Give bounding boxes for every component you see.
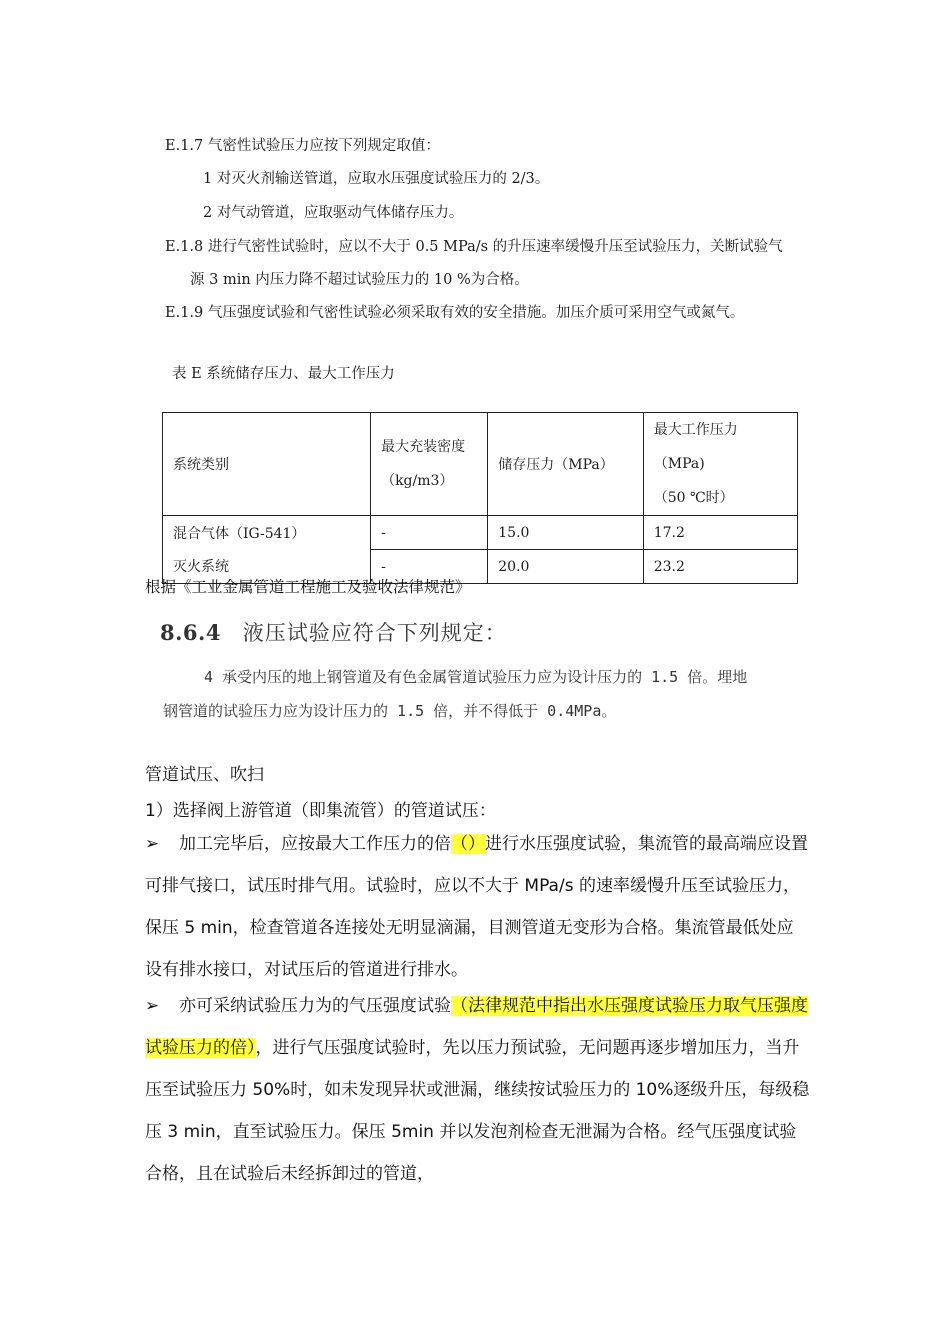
cell-max-work: 17.2	[643, 516, 797, 550]
pressure-table	[162, 412, 798, 584]
cell-max-work: 23.2	[643, 550, 797, 584]
cell-system-type: 混合气体（IG-541）	[163, 516, 371, 550]
clause-864-title: 液压试验应符合下列规定：	[242, 621, 507, 645]
p1-highlight: （）	[451, 834, 485, 854]
clause-864-item4-line1: 4 承受内压的地上钢管道及有色金属管道试验压力应为设计压力的 1.5 倍。埋地	[204, 668, 748, 686]
clause-e17-title: E.1.7 气密性试验压力应按下列规定取值：	[165, 138, 440, 154]
header-max-work-pressure	[643, 413, 797, 516]
bullet-arrow-icon: ➢	[145, 834, 160, 854]
sub-heading: 1）选择阀上游管道（即集流管）的管道试压：	[145, 801, 496, 821]
table-caption: 表 E 系统储存压力、最大工作压力	[172, 366, 395, 382]
header-max-work-pressure-line2: （50 ℃时）	[653, 490, 734, 506]
clause-864-heading	[160, 617, 507, 647]
p1-text-after: 进行水压强度试验，集流管的最高端应设置可排气接口，试压时排气用。试验时，应以不大于 MPa/s 的速率缓慢升压至试验压力，保压 5 min，检查管道各连接处无明显滴漏，目测管道无变形为合格。集流管最低处应设有排水接口，对试压后的管道进行排水。	[145, 834, 808, 980]
clause-e19: E.1.9 气压强度试验和气密性试验必须采取有效的安全措施。加压介质可采用空气或氮气。	[165, 305, 745, 321]
header-max-fill-density	[371, 413, 488, 516]
table-row	[163, 516, 798, 550]
header-system-type: 系统类别	[163, 413, 371, 516]
bullet-arrow-icon: ➢	[145, 996, 160, 1016]
clause-864-item4-line2: 钢管道的试验压力应为设计压力的 1.5 倍，并不得低于 0.4MPa。	[163, 702, 617, 720]
paragraph-hydro-test	[145, 823, 810, 991]
cell-system-type: 灭火系统	[163, 550, 371, 584]
header-max-fill-density-line2: （kg/m3）	[381, 473, 454, 489]
header-max-work-pressure-line1: 最大工作压力（MPa)	[653, 422, 738, 472]
table-header-row	[163, 413, 798, 516]
p1-text-before: 加工完毕后，应按最大工作压力的倍	[179, 834, 451, 854]
p2-text-after: ，进行气压强度试验时，先以压力预试验，无问题再逐步增加压力，当升压至试验压力 50%时，如未发现异状或泄漏，继续按试验压力的 10%逐级升压，每级稳压 3 min，直至试验压力。保压 5min 并以发泡剂检查无泄漏为合格。经气压强度试验合格，且在试验后未经拆卸过的管道，	[145, 1038, 810, 1184]
cell-storage: 15.0	[488, 516, 643, 550]
clause-e17-item2: 2 对气动管道，应取驱动气体储存压力。	[203, 205, 464, 221]
section-heading: 管道试压、吹扫	[145, 765, 264, 785]
cell-storage: 20.0	[488, 550, 643, 584]
paragraph-pneumatic-test	[145, 985, 810, 1195]
basis-line: 根据《工业金属管道工程施工及验收法律规范》	[145, 578, 471, 596]
header-storage-pressure: 储存压力（MPa）	[488, 413, 643, 516]
clause-864-number: 8.6.4	[160, 620, 221, 645]
p2-text-before: 亦可采纳试验压力为的气压强度试验	[179, 996, 451, 1016]
header-max-fill-density-line1: 最大充装密度	[381, 439, 466, 455]
cell-density: -	[371, 550, 488, 584]
clause-e18-line2: 源 3 min 内压力降不超过试验压力的 10 %为合格。	[190, 272, 529, 288]
clause-e18-line1: E.1.8 进行气密性试验时，应以不大于 0.5 MPa/s 的升压速率缓慢升压至试验压力，关断试验气	[165, 239, 783, 255]
cell-density: -	[371, 516, 488, 550]
p2-highlight: （法律规范中指出水压强度试验压力取气压强度试验压力的倍）	[145, 996, 808, 1058]
clause-e17-item1: 1 对灭火剂输送管道，应取水压强度试验压力的 2/3。	[203, 171, 550, 187]
